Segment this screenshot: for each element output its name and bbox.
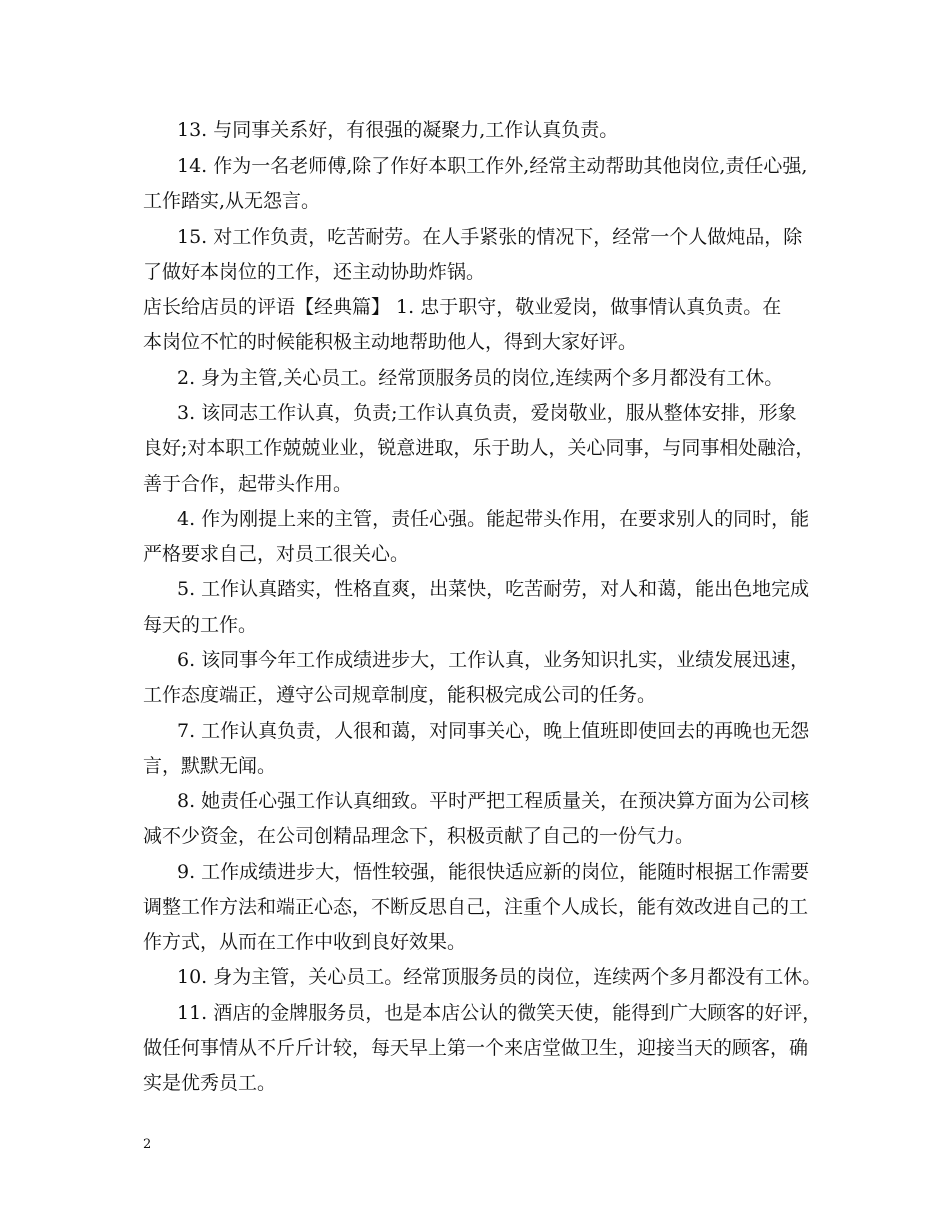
text-line: 作方式，从而在工作中收到良好效果。 — [143, 931, 467, 953]
text-line: 了做好本岗位的工作，还主动协助炸锅。 — [143, 261, 486, 283]
text-line: 每天的工作。 — [143, 614, 258, 636]
text-line: 6. 该同事今年工作成绩进步大，工作认真，业务知识扎实，业绩发展迅速， — [177, 649, 810, 671]
text-line: 善于合作，起带头作用。 — [143, 473, 353, 495]
text-line: 10. 身为主管，关心员工。经常顶服务员的岗位，连续两个多月都没有工休。 — [177, 966, 822, 988]
page-number: 2 — [143, 1137, 152, 1152]
text-line: 工作态度端正，遵守公司规章制度，能积极完成公司的任务。 — [143, 684, 657, 706]
text-line: 严格要求自己，对员工很关心。 — [143, 543, 410, 565]
text-line: 7. 工作认真负责，人很和蔼，对同事关心，晚上值班即使回去的再晚也无怨 — [177, 720, 810, 742]
text-line: 2. 身为主管,关心员工。经常顶服务员的岗位,连续两个多月都没有工休。 — [177, 367, 784, 389]
text-line: 调整工作方法和端正心态，不断反思自己，注重个人成长，能有效改进自己的工 — [143, 896, 809, 918]
text-line: 8. 她责任心强工作认真细致。平时严把工程质量关，在预决算方面为公司核 — [177, 790, 810, 812]
text-line: 店长给店员的评语【经典篇】 1. 忠于职守，敬业爱岗，做事情认真负责。在 — [143, 296, 782, 318]
text-line: 4. 作为刚提上来的主管，责任心强。能起带头作用，在要求别人的同时，能 — [177, 508, 810, 530]
text-line: 15. 对工作负责，吃苦耐劳。在人手紧张的情况下，经常一个人做炖品，除 — [177, 226, 803, 248]
text-line: 做任何事情从不斤斤计较，每天早上第一个来店堂做卫生，迎接当天的顾客，确 — [143, 1037, 809, 1059]
text-line: 工作踏实,从无怨言。 — [143, 190, 321, 212]
text-line: 5. 工作认真踏实，性格直爽，出菜快，吃苦耐劳，对人和蔼，能出色地完成 — [177, 578, 810, 600]
text-line: 13. 与同事关系好，有很强的凝聚力,工作认真负责。 — [177, 119, 619, 141]
text-line: 11. 酒店的金牌服务员，也是本店公认的微笑天使，能得到广大顾客的好评， — [177, 1002, 822, 1024]
text-line: 本岗位不忙的时候能积极主动地帮助他人，得到大家好评。 — [143, 331, 638, 353]
text-line: 实是优秀员工。 — [143, 1072, 277, 1094]
text-line: 9. 工作成绩进步大，悟性较强，能很快适应新的岗位，能随时根据工作需要 — [177, 861, 810, 883]
text-line: 言，默默无闻。 — [143, 755, 277, 777]
text-line: 良好;对本职工作兢兢业业，锐意进取，乐于助人，关心同事，与同事相处融洽， — [143, 437, 815, 459]
text-line: 减不少资金，在公司创精品理念下，积极贡献了自己的一份气力。 — [143, 825, 695, 847]
text-line: 14. 作为一名老师傅,除了作好本职工作外,经常主动帮助其他岗位,责任心强, — [177, 155, 808, 177]
text-line: 3. 该同志工作认真，负责;工作认真负责，爱岗敬业，服从整体安排，形象 — [177, 402, 797, 424]
